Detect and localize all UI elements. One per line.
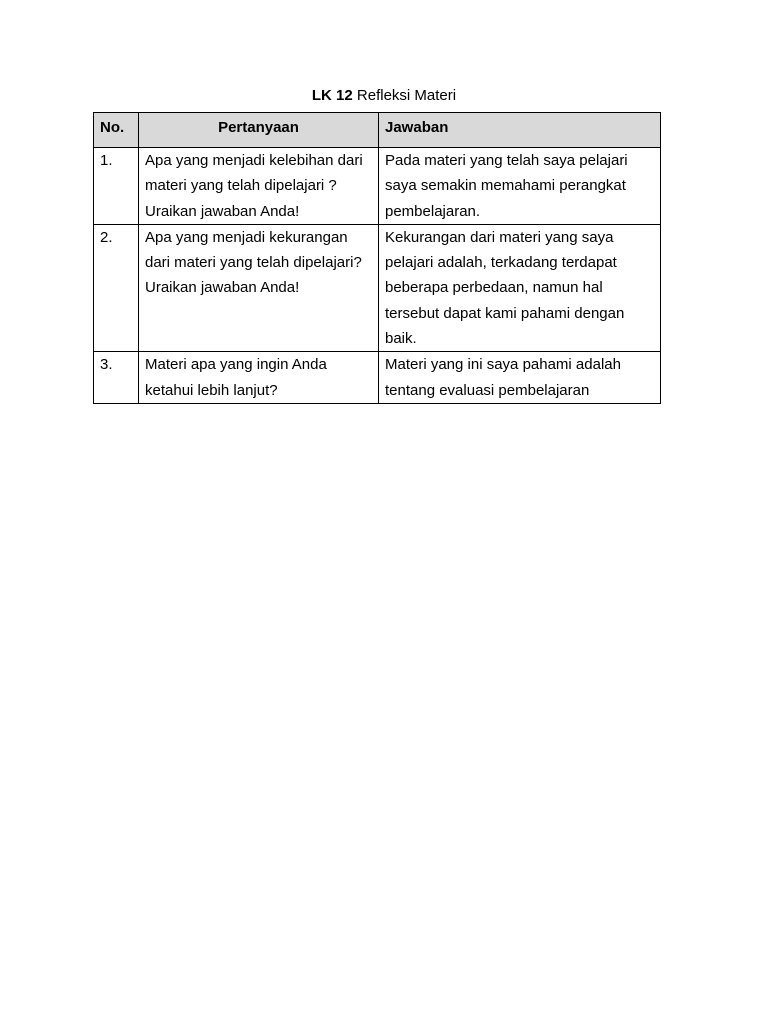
answer-line: pelajari adalah, terkadang terdapat [385,254,617,272]
question-cell [139,148,379,225]
answer-cell [379,224,661,351]
question-line: Apa yang menjadi kelebihan dari [145,152,363,169]
row-number: 2. [94,224,139,351]
question-line: dari materi yang telah dipelajari? [145,254,362,272]
question-line: ketahui lebih lanjut? [145,381,278,399]
row-number: 1. [94,148,139,225]
row-number: 3. [94,352,139,404]
question-line: Apa yang menjadi kekurangan [145,228,348,246]
answer-line: Kekurangan dari materi yang saya [385,228,614,246]
question-cell [139,352,379,404]
answer-line: tentang evaluasi pembelajaran [385,381,590,399]
header-question: Pertanyaan [139,113,379,148]
worksheet-title: Refleksi Materi [356,87,457,104]
worksheet-code: LK 12 [311,87,353,104]
table-row [94,352,661,404]
answer-line: saya semakin memahami perangkat [385,177,626,195]
reflection-table [93,112,661,404]
question-line: Uraikan jawaban Anda! [145,279,300,297]
question-line: materi yang telah dipelajari ? [145,177,337,195]
table-row [94,224,661,351]
answer-line: baik. [385,330,417,348]
answer-line: beberapa perbedaan, namun hal [385,279,603,297]
table-header-row [94,113,661,148]
answer-line: Materi yang ini saya pahami adalah [385,356,621,374]
answer-cell [379,352,661,404]
document-title [0,86,768,106]
header-no: No. [94,113,139,148]
answer-cell [379,148,661,225]
question-line: Uraikan jawaban Anda! [145,202,300,220]
answer-line: Pada materi yang telah saya pelajari [385,152,628,169]
table-row [94,148,661,225]
question-cell [139,224,379,351]
answer-line: pembelajaran. [385,202,481,220]
answer-line: tersebut dapat kami pahami dengan [385,304,625,322]
question-line: Materi apa yang ingin Anda [145,356,327,374]
header-answer: Jawaban [379,113,661,148]
